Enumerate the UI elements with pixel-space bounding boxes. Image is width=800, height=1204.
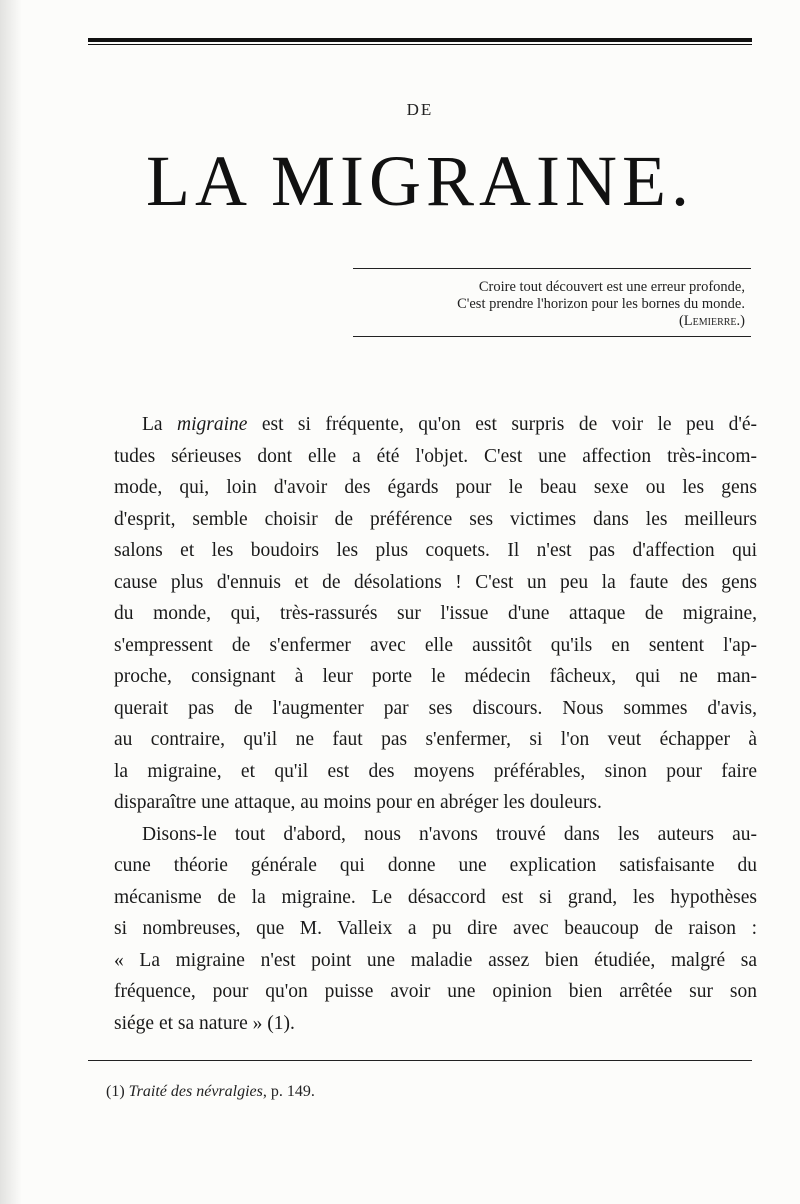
text-line: s'empressent de s'enfermer avec elle aussitôt qu'ils en sentent l'ap- [114, 634, 757, 656]
epigraph-attribution: (Lemierre.) [678, 313, 745, 329]
text-line: si nombreuses, que M. Valleix a pu dire avec beaucoup de raison : [114, 918, 757, 939]
text-line: mode, qui, loin d'avoir des égards pour le beau sexe ou les gens [114, 477, 757, 498]
text-line: proche, consignant à leur porte le médecin fâcheux, qui ne man- [114, 666, 757, 687]
text-line: siége et sa nature » (1). [114, 1012, 295, 1034]
text-line: d'esprit, semble choisir de préférence ses victimes dans les meilleurs [114, 508, 757, 530]
epigraph [353, 268, 751, 337]
text-line: « La migraine n'est point une maladie assez bien étudiée, malgré sa [114, 949, 757, 971]
epigraph-line-1: Croire tout découvert est une erreur profonde, [478, 279, 745, 295]
paragraph-2 [114, 819, 757, 1040]
footnote-marker: (1) [106, 1083, 129, 1100]
body-text [114, 409, 757, 1039]
text-line: Disons-le tout d'abord, nous n'avons trouvé dans les auteurs au- [142, 823, 757, 845]
text-line: mécanisme de la migraine. Le désaccord est si grand, les hypothèses [114, 886, 757, 908]
emphasis-migraine: migraine [177, 414, 248, 435]
footnote-title: Traité des névralgies [128, 1083, 263, 1100]
text-line: au contraire, qu'il ne faut pas s'enfermer, si l'on veut échapper à [114, 729, 757, 750]
title-kicker: DE [406, 100, 434, 119]
top-double-rule [88, 38, 752, 45]
epigraph-line-2: C'est prendre l'horizon pour les bornes du monde. [457, 296, 745, 312]
text-line: du monde, qui, très-rassurés sur l'issue d'une attaque de migraine, [114, 603, 757, 624]
chapter-title: LA MIGRAINE. [146, 141, 694, 221]
text-line: cune théorie générale qui donne une explication satisfaisante du [114, 855, 757, 876]
text-line: La migraine est si fréquente, qu'on est surpris de voir le peu d'é- [142, 414, 757, 435]
text-line: querait pas de l'augmenter par ses discours. Nous sommes d'avis, [114, 697, 757, 719]
footnote-reference: , p. 149. [262, 1083, 315, 1100]
text-line: tudes sérieuses dont elle a été l'objet. C'est une affection très-incom- [114, 445, 757, 467]
text-line: cause plus d'ennuis et de désolations ! C'est un peu la faute des gens [114, 571, 757, 593]
text-line: disparaître une attaque, au moins pour en abréger les douleurs. [114, 792, 602, 813]
footnote-rule [88, 1060, 752, 1061]
text-line: la migraine, et qu'il est des moyens préférables, sinon pour faire [114, 760, 757, 782]
text-line: fréquence, pour qu'on puisse avoir une opinion bien arrêtée sur son [114, 981, 757, 1002]
paragraph-1 [114, 409, 757, 819]
text-line: salons et les boudoirs les plus coquets. Il n'est pas d'affection qui [114, 540, 757, 561]
footnote [106, 1083, 315, 1101]
